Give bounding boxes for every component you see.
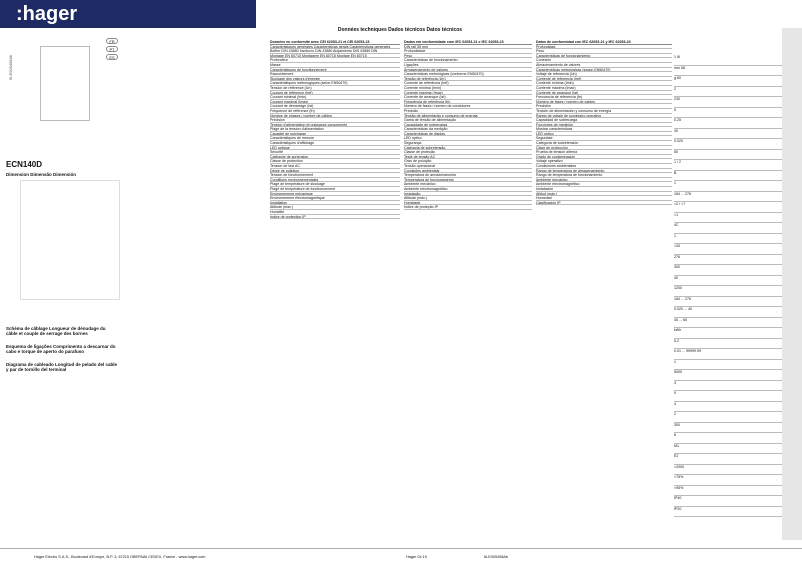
spec-line: Armazenamento de valores — [404, 68, 532, 73]
spec-value: 184 ... 276 — [674, 297, 799, 308]
spec-value: 230 — [674, 97, 799, 108]
spec-line: Altitude (máx.) — [404, 196, 532, 201]
spec-line: Características metrológicas (conforme EN50470) — [404, 72, 532, 77]
spec-value: IP40 — [674, 496, 799, 507]
spec-line: Plage de la tension d'alimentation — [270, 127, 400, 132]
spec-value: E2 — [674, 454, 799, 465]
spec-value: mm 58 — [674, 66, 799, 77]
spec-line: Environnement mécanique — [270, 192, 400, 197]
spec-line: Montage EN 60715 Montagem EN 60715 Montaje EN 60715 — [270, 54, 400, 59]
spec-value: 1 — [674, 181, 799, 192]
spec-line: Ligações — [404, 63, 532, 68]
spec-value: <95% — [674, 486, 799, 497]
spec-value: 0.01 ... 99999.99 — [674, 349, 799, 360]
spec-line: Índice de proteção IP — [404, 205, 532, 210]
label-wiring-fr: Schéma de câblage Longueur de dénudage du câble et couple de serrage des bornes — [6, 326, 106, 336]
spec-line: Frequência de referência (fn) — [404, 100, 532, 105]
spec-line: Temperatura de armazenamento — [404, 173, 532, 178]
spec-line: Precisão — [404, 109, 532, 114]
spec-value: 0.020 — [674, 139, 799, 150]
column-head: Données en conformité avec CEI 62053-21 et CEI 62053-23 — [270, 40, 400, 45]
spec-line: Capacidad de sobrecarga — [536, 118, 672, 123]
spec-value: 300 — [674, 423, 799, 434]
spec-line: Tension de référence (Un) — [270, 86, 400, 91]
spec-line: Altitude (max.) — [270, 205, 400, 210]
footer — [0, 548, 802, 567]
product-image — [40, 46, 90, 121]
doc-title: Données techniques Dados técnicos Datos técnicos — [337, 27, 463, 33]
spec-line: Courant maximal (Imax) — [270, 100, 400, 105]
spec-line: Tensão operacional — [404, 164, 532, 169]
spec-value: 5000 — [674, 370, 799, 381]
spec-line: Humedad — [536, 196, 672, 201]
spec-line: Número de fases / número de cables — [536, 100, 672, 105]
spec-line: Frecuencia de referencia (fn) — [536, 95, 672, 100]
spec-line: Précision — [270, 118, 400, 123]
lang-fr: FR — [106, 38, 118, 44]
spec-line: Tension de fonctionnement — [270, 173, 400, 178]
spec-line: Altitud (máx.) — [536, 192, 672, 197]
spec-value: 45 ... 65 — [674, 318, 799, 329]
spec-line: Voltaje de referencia (Un) — [536, 72, 672, 77]
spec-line: Corrente de referência (Iref) — [404, 81, 532, 86]
brand-text: :hager — [16, 3, 78, 25]
spec-line: Condiciones ambientales — [536, 164, 672, 169]
spec-line: Categoria de sobretensão — [404, 146, 532, 151]
spec-line: Ambiente electromagnético — [404, 187, 532, 192]
spec-line: Capacidade de sobrecarga — [404, 123, 532, 128]
spec-line: Instalação — [404, 192, 532, 197]
spec-line: LED óptico — [404, 136, 532, 141]
spec-value: 1 / 2 — [674, 160, 799, 171]
spec-line: Corriente mínima (Imin) — [536, 81, 672, 86]
footer-company: Hager Electro S.A.S., Boulevard d'Europe, B.P. 3, 67215 OBERNAI CEDEX, France - www.hager.com — [34, 555, 206, 559]
spec-line: Almacenamiento de valores — [536, 63, 672, 68]
spec-line: Courant minimal (Imin) — [270, 95, 400, 100]
column-es — [536, 28, 672, 205]
spec-line: Catégorie de surtension — [270, 155, 400, 160]
spec-line: Seguridad — [536, 136, 672, 141]
spec-line: Rango de temperatura de funcionamiento — [536, 173, 672, 178]
spec-value: B — [674, 171, 799, 182]
spec-line: Precisión — [536, 104, 672, 109]
spec-value: 1 — [674, 360, 799, 371]
spec-line: Profundidad — [536, 45, 672, 50]
spec-line: DIN rail 35 mm — [404, 45, 532, 50]
header-bar — [0, 0, 802, 28]
spec-line: Temperatura de funcionamento — [404, 178, 532, 183]
spec-line: Humidade — [404, 201, 532, 206]
spec-value: 40 — [674, 276, 799, 287]
spec-value: 1 — [674, 234, 799, 245]
spec-value: g 60 — [674, 76, 799, 87]
footer-date: Hager 04.19 — [406, 555, 427, 559]
spec-line: Conexión — [536, 58, 672, 63]
spec-line: Grado de contaminación — [536, 155, 672, 160]
spec-line: LED óptico — [536, 132, 672, 137]
spec-value: <2000 — [674, 465, 799, 476]
spec-line: Sécurité — [270, 150, 400, 155]
spec-value: 1200 — [674, 286, 799, 297]
spec-value: 3 — [674, 381, 799, 392]
spec-value: 4 — [674, 402, 799, 413]
spec-value: 5.2 — [674, 339, 799, 350]
spec-line: Teste de tensão AC — [404, 155, 532, 160]
spec-line: Categoría de sobretensión — [536, 141, 672, 146]
lang-pt: PT — [106, 46, 118, 52]
spec-value: 184 ... 276 — [674, 192, 799, 203]
column-head: Dados em conformidade com IEC 62053-21 e IEC 62053-23 — [404, 40, 532, 45]
spec-line: Ambiente mecânico — [404, 182, 532, 187]
spec-line: Características da medição — [404, 127, 532, 132]
model-name: ECN140D — [6, 160, 43, 169]
spec-line: Tensão de referência (Un) — [404, 77, 532, 82]
spec-value: M1 — [674, 444, 799, 455]
spec-line: Humidité — [270, 210, 400, 215]
spec-line: Características de funcionamento — [404, 58, 532, 63]
spec-line: Funciones de medición — [536, 123, 672, 128]
spec-line: Stockage des valeurs d'énergie — [270, 77, 400, 82]
spec-line: Corrente de arranque (Ist) — [404, 95, 532, 100]
spec-line: Profondeur — [270, 58, 400, 63]
spec-value: <1 — [674, 213, 799, 224]
spec-line: Tensión de alimentación y consumo de energía — [536, 109, 672, 114]
spec-line: Gama de tensão de alimentação — [404, 118, 532, 123]
spec-line: Courant de référence (Iref) — [270, 91, 400, 96]
spec-value: 276 — [674, 255, 799, 266]
spec-line: Voltaje operativo — [536, 159, 672, 164]
spec-line: Condições ambientais — [404, 169, 532, 174]
language-badges — [106, 38, 118, 62]
spec-line: Degré de pollution — [270, 169, 400, 174]
spec-line: Corrente máxima (Imax) — [404, 91, 532, 96]
spec-value: 1 ⊞ — [674, 55, 799, 66]
spec-line: Rango de voltaje de suministro operativo — [536, 114, 672, 119]
spec-line: Número de fases / número de condutores — [404, 104, 532, 109]
spec-line: Características metrológicas (según EN50470) — [536, 68, 672, 73]
spec-line: Nombre de phases / nombre de câbles — [270, 114, 400, 119]
spec-line: Boîtier DIN 43880 Invólucro DIN 43880 Alojamiento DIN 43880 DIN — [270, 49, 400, 54]
spec-value: 2 — [674, 87, 799, 98]
spec-line: Ambiente electromagnético — [536, 182, 672, 187]
product-code: 6LE005458Ab — [8, 54, 13, 80]
spec-value: II — [674, 391, 799, 402]
spec-line: Conditions environnementales — [270, 178, 400, 183]
side-shade — [782, 28, 802, 540]
hager-logo — [0, 0, 256, 28]
spec-line: Grau de poluição — [404, 159, 532, 164]
spec-value: 4C — [674, 223, 799, 234]
spec-value: IP20 — [674, 507, 799, 518]
spec-value: 50 — [674, 150, 799, 161]
spec-value: 0.020 ... 40 — [674, 307, 799, 318]
spec-line: Profundidade — [404, 49, 532, 54]
spec-value: <20 — [674, 244, 799, 255]
column-head: Datos de conformidad con IEC 62053-21 y IEC 62053-23 — [536, 40, 672, 45]
spec-line: Plage de température de fonctionnement — [270, 187, 400, 192]
spec-line: Courant de démarrage (Ist) — [270, 104, 400, 109]
spec-line: Tension d'alimentation et puissance consommée — [270, 123, 400, 128]
spec-line: Clasificación IP — [536, 201, 672, 206]
spec-value: kWh — [674, 328, 799, 339]
spec-line: Fréquence de référence (fn) — [270, 109, 400, 114]
spec-line: LED optique — [270, 146, 400, 151]
spec-line: Tension de test AC — [270, 164, 400, 169]
spec-value: 300 — [674, 265, 799, 276]
spec-line: Caractéristiques de fonctionnement — [270, 68, 400, 73]
spec-value: 2 — [674, 412, 799, 423]
spec-value: 0.25 — [674, 118, 799, 129]
spec-line: Raccordement — [270, 72, 400, 77]
spec-line: Clase de protección — [536, 146, 672, 151]
spec-value: <2 / <7 — [674, 202, 799, 213]
values-column — [674, 55, 799, 517]
spec-line: Características de funcionamiento — [536, 54, 672, 59]
label-wiring-es: Diagrama de cableado Longitud de pelado del cable y par de tornillo del terminal — [6, 362, 118, 372]
spec-value: 40 — [674, 129, 799, 140]
spec-line: Segurança — [404, 141, 532, 146]
spec-line: Indice de protection IP — [270, 215, 400, 220]
spec-line: Classe de proteção — [404, 150, 532, 155]
spec-line: Mostrar características — [536, 127, 672, 132]
label-dimension: Dimension Dimensão Dimensión — [6, 172, 77, 177]
spec-line: Caractéristiques d'affichage — [270, 141, 400, 146]
spec-line: Capacité de surcharge — [270, 132, 400, 137]
spec-line: Masse — [270, 63, 400, 68]
lang-es: ES — [106, 54, 118, 60]
footer-ref: 6LE005458Ab — [484, 555, 509, 559]
spec-line: Prueba de tensión alterna — [536, 150, 672, 155]
spec-line: Rango de temperatura de almacenamiento — [536, 169, 672, 174]
spec-line: Corriente de arranque (Ist) — [536, 91, 672, 96]
dimension-drawing — [20, 180, 120, 300]
spec-line: Instalación — [536, 187, 672, 192]
spec-line: Corriente máxima (Imax) — [536, 86, 672, 91]
spec-line: Plage de température de stockage — [270, 182, 400, 187]
spec-value: <75% — [674, 475, 799, 486]
spec-line: Installation — [270, 201, 400, 206]
label-wiring-pt: Esquema de ligações Comprimento a descarnar do cabo e torque de aperto do parafuso — [6, 344, 116, 354]
spec-line: Peso — [404, 54, 532, 59]
spec-line: Características de display — [404, 132, 532, 137]
spec-line: Caractéristiques métrologiques (selon EN50470) — [270, 81, 400, 86]
spec-line: Peso — [536, 49, 672, 54]
spec-line: Corriente de referencia (Iref) — [536, 77, 672, 82]
spec-line: Environnement électromagnétique — [270, 196, 400, 201]
spec-line: Caractéristiques générales Características gerais Características generales — [270, 45, 400, 50]
spec-line: Corrente mínima (Imin) — [404, 86, 532, 91]
spec-line: Caractéristiques de mesure — [270, 136, 400, 141]
spec-line: Classe de protection — [270, 159, 400, 164]
spec-line: Tensão de alimentação e consumo de energia — [404, 114, 532, 119]
column-pt — [404, 28, 532, 210]
spec-line: Ambiente mecánico — [536, 178, 672, 183]
spec-value: 5 — [674, 108, 799, 119]
spec-value: 6 — [674, 433, 799, 444]
